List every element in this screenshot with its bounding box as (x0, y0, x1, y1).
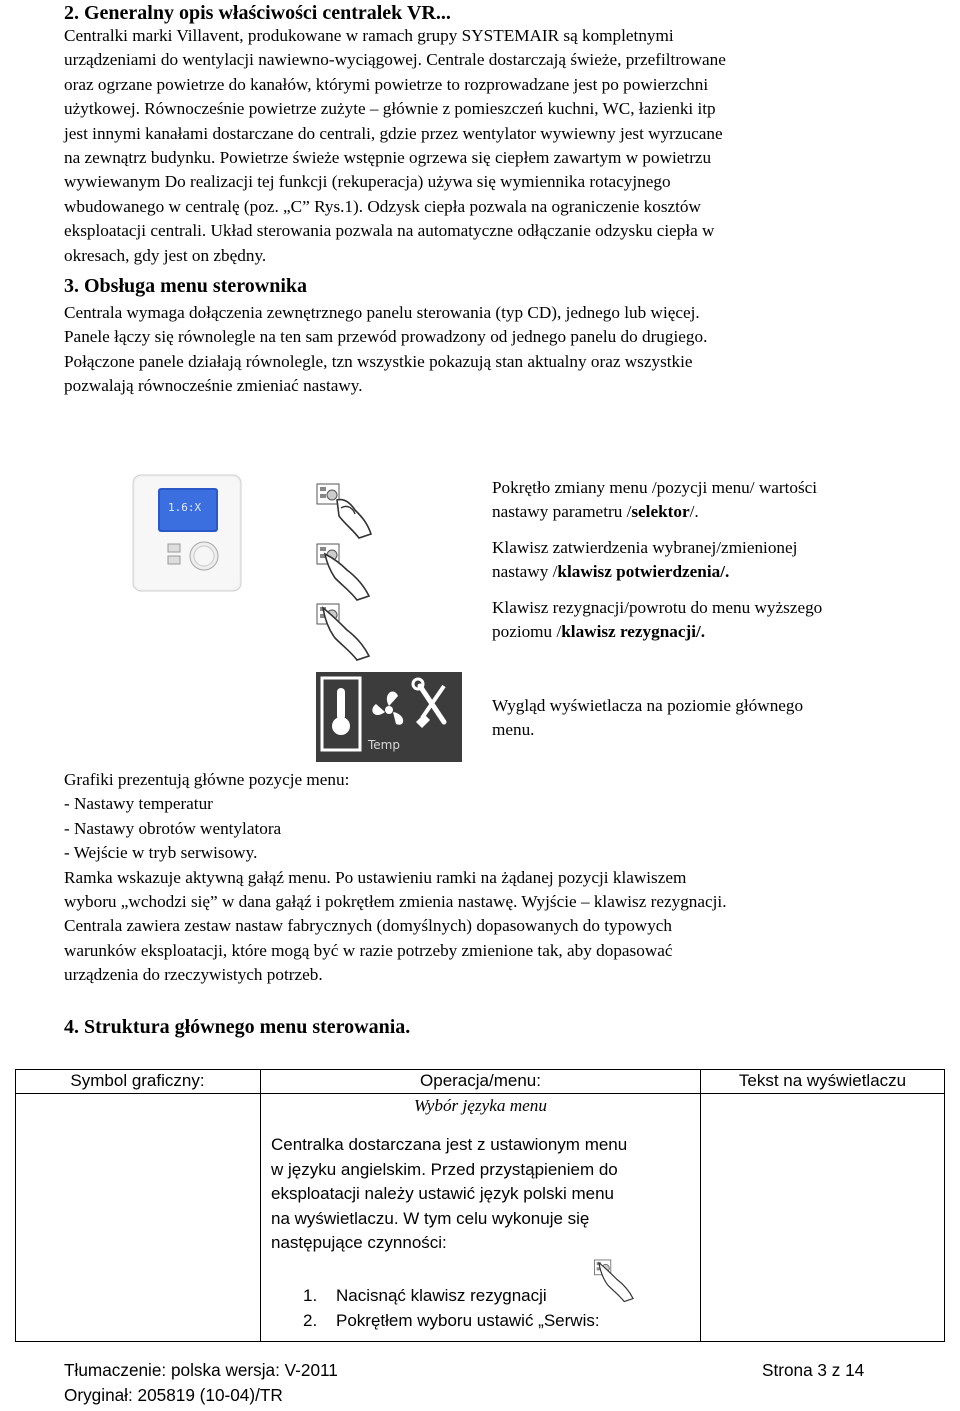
text-line: Grafiki prezentują główne pozycje menu: (64, 770, 350, 789)
text-line: menu. (492, 720, 535, 740)
text-line (492, 560, 922, 584)
header-symbol: Symbol graficzny: (70, 1071, 205, 1090)
table-border (15, 1069, 16, 1342)
text-line: w języku angielskim. Przed przystąpieniem do (271, 1159, 618, 1179)
text-segment: nastawy parametru / (492, 502, 632, 522)
step-text: Pokrętłem wyboru ustawić „Serwis: (336, 1311, 600, 1330)
section-3-body (64, 301, 904, 399)
main-menu-display-image (316, 672, 462, 767)
text-line: wyboru „wchodzi się” w dana gałąź i pokrętłem zmienia nastawę. Wyjście – klawisz rezygnacji. (64, 892, 727, 912)
selector-description (492, 476, 922, 525)
table-border (944, 1069, 945, 1342)
section-2-heading: 2. Generalny opis właściwości centralek VR... (64, 2, 451, 24)
confirm-term: klawisz potwierdzenia/. (557, 562, 730, 582)
step-number: 1. (303, 1286, 318, 1305)
text-line: urządzenia do rzeczywistych potrzeb. (64, 965, 323, 985)
text-line: Centrala wymaga dołączenia zewnętrznego panelu sterowania (typ CD), jednego lub więcej. (64, 303, 700, 322)
header-operation: Operacja/menu: (420, 1071, 541, 1090)
text-line: Połączone panele działają równolegle, tzn wszystkie pokazują stan aktualny oraz wszystkie (64, 351, 693, 371)
section-3-heading: 3. Obsługa menu sterownika (64, 275, 308, 297)
text-line: Centrala zawiera zestaw nastaw fabrycznych (domyślnych) dopasowanych do typowych (64, 916, 673, 936)
table-border (15, 1093, 945, 1094)
text-segment: nastawy / (492, 562, 558, 582)
subheader-language-choice: Wybór języka menu (413, 1096, 547, 1115)
text-line: Klawisz rezygnacji/powrotu do menu wyższego (492, 598, 823, 617)
list-item (303, 1308, 693, 1333)
step-number: 2. (303, 1311, 318, 1330)
table-border (15, 1341, 945, 1342)
text-segment: /. (689, 502, 699, 522)
text-line: Klawisz zatwierdzenia wybranej/zmienionej (492, 538, 798, 557)
text-segment: poziomu / (492, 622, 562, 642)
cancel-term: klawisz rezygnacji/. (561, 622, 706, 642)
text-line (492, 620, 922, 644)
text-line: na wyświetlaczu. W tym celu wykonuje się (271, 1208, 590, 1228)
text-line: następujące czynności: (271, 1233, 447, 1253)
text-line: okresach, gdy jest on zbędny. (64, 245, 267, 265)
svg-text:1.6:X: 1.6:X (168, 501, 202, 514)
text-line: wywiewanym Do realizacji tej funkcji (rekuperacja) używa się wymiennika rotacyjnego (64, 172, 671, 192)
text-line (492, 500, 922, 524)
menu-description (64, 768, 904, 988)
text-line: - Wejście w tryb serwisowy. (64, 843, 258, 863)
text-line: pozwalają równocześnie zmieniać nastawy. (64, 376, 363, 396)
table-border (700, 1069, 701, 1342)
text-line: Panele łączy się równolegle na ten sam przewód prowadzony od jednego panelu do drugiego. (64, 327, 708, 347)
confirm-description (492, 536, 922, 585)
text-line: Centralki marki Villavent, produkowane w ramach grupy SYSTEMAIR są kompletnymi (64, 26, 674, 45)
text-line: wbudowanego w centralę (poz. „C” Rys.1). Odzysk ciepła pozwala na ograniczenie kosztów (64, 196, 701, 216)
text-line: eksploatacji należy ustawić język polski menu (271, 1184, 614, 1204)
text-line: warunków eksploatacji, które mogą być w razie potrzeby zmienione tak, aby dopasować (64, 940, 673, 960)
text-line: jest innymi kanałami dostarczane do centrali, gdzie przez wentylator wywiewny jest wyrzucane (64, 123, 723, 143)
cancel-key-hand-icon (593, 1257, 639, 1308)
section-2-body (64, 24, 904, 268)
footer-page-number: Strona 3 z 14 (762, 1360, 865, 1380)
text-line: - Nastawy temperatur (64, 794, 213, 814)
confirm-hand-icon (315, 540, 377, 607)
control-panel-image (132, 474, 244, 599)
selector-hand-icon (315, 478, 377, 545)
cancel-description (492, 596, 922, 645)
display-temp-label: Temp (368, 738, 400, 752)
text-line: Pokrętło zmiany menu /pozycji menu/ wartości (492, 478, 818, 497)
text-line: oraz ogrzane powietrze do kanałów, którymi powietrze to rozprowadzane jest po powierzchni (64, 74, 709, 94)
text-line: Ramka wskazuje aktywną gałąź menu. Po ustawieniu ramki na żądanej pozycji klawiszem (64, 867, 687, 887)
footer-original: Oryginał: 205819 (10-04)/TR (64, 1385, 283, 1405)
footer-translation: Tłumaczenie: polska wersja: V-2011 (64, 1360, 338, 1380)
text-line: użytkowej. Równocześnie powietrze zużyte – głównie z pomieszczeń kuchni, WC, łazienki itp (64, 99, 716, 119)
display-description (492, 694, 922, 743)
header-display-text: Tekst na wyświetlaczu (738, 1071, 907, 1090)
language-instructions (271, 1133, 691, 1256)
table-border (15, 1069, 945, 1070)
text-line: Centralka dostarczana jest z ustawionym menu (271, 1135, 628, 1154)
text-line: Wygląd wyświetlacza na poziomie głównego (492, 696, 804, 715)
text-line: eksploatacji centrali. Układ sterowania pozwala na automatyczne odłączanie odzysku ciepła w (64, 221, 715, 241)
cancel-hand-icon (315, 600, 377, 667)
menu-structure-table (15, 1069, 945, 1342)
text-line: urządzeniami do wentylacji nawiewno-wyciągowej. Centrale dostarczają świeże, przefiltrowane (64, 50, 726, 70)
text-line: na zewnątrz budynku. Powietrze świeże wstępnie ogrzewa się ciepłem zawartym w powietrzu (64, 148, 712, 168)
section-4-heading: 4. Struktura głównego menu sterowania. (64, 1016, 411, 1038)
selector-term: selektor (631, 502, 690, 522)
text-line: - Nastawy obrotów wentylatora (64, 818, 282, 838)
step-text: Nacisnąć klawisz rezygnacji (336, 1286, 547, 1305)
